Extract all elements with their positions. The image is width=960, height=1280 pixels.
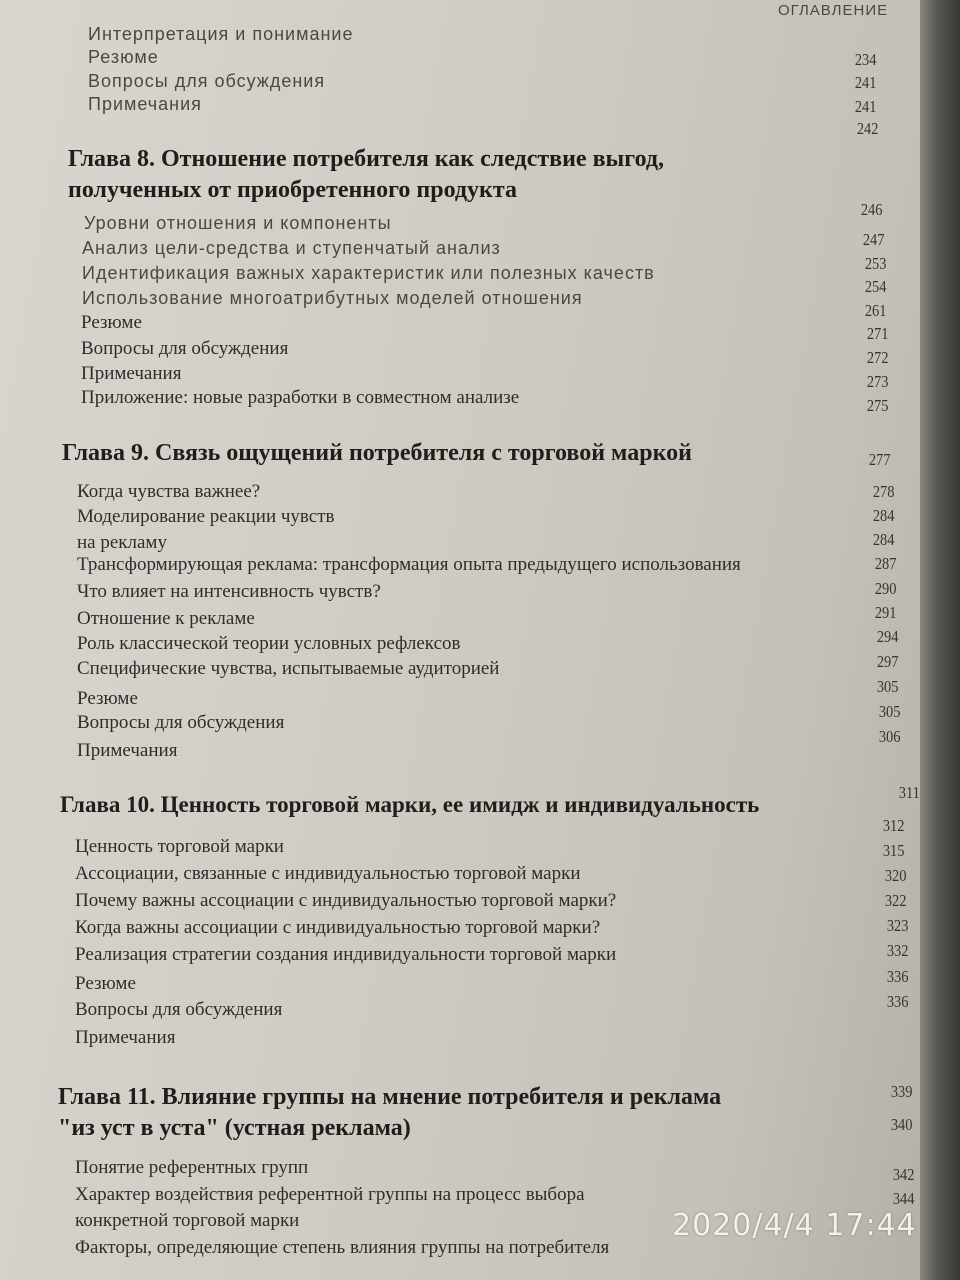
page-number: 272 bbox=[866, 348, 888, 367]
chapter-9-title: Глава 9. Связь ощущений потребителя с торговой маркой bbox=[62, 440, 692, 466]
toc-entry: Что влияет на интенсивность чувств? bbox=[77, 581, 381, 602]
page-number: 306 bbox=[878, 727, 900, 746]
toc-entry: Резюме bbox=[77, 688, 138, 709]
page-number: 332 bbox=[886, 941, 908, 960]
toc-entry: Почему важны ассоциации с индивидуальностью торговой марки? bbox=[75, 890, 617, 911]
page-number: 290 bbox=[874, 579, 896, 598]
toc-entry: Вопросы для обсуждения bbox=[77, 712, 285, 733]
page-number: 247 bbox=[862, 230, 884, 249]
page-number: 336 bbox=[886, 992, 908, 1011]
page-number: 294 bbox=[876, 627, 898, 646]
toc-entry: Когда чувства важнее? bbox=[77, 481, 261, 502]
chapter-11-page: 339 bbox=[890, 1082, 912, 1101]
toc-entry: Приложение: новые разработки в совместном анализе bbox=[81, 387, 520, 408]
page-number: 291 bbox=[874, 603, 896, 622]
toc-entry: Вопросы для обсуждения bbox=[88, 71, 326, 91]
page-number: 278 bbox=[872, 482, 894, 501]
running-header: ОГЛАВЛЕНИЕ bbox=[778, 2, 889, 19]
page-number: 242 bbox=[856, 119, 878, 138]
chapter-10-title: Глава 10. Ценность торговой марки, ее имидж и индивидуальность bbox=[60, 792, 760, 817]
toc-entry: Примечания bbox=[88, 94, 202, 114]
page-number: 287 bbox=[874, 554, 896, 573]
toc-entry: конкретной торговой марки bbox=[75, 1210, 300, 1231]
chapter-8-page: 246 bbox=[860, 200, 882, 219]
page-number: 305 bbox=[876, 677, 898, 696]
toc-entry: Ассоциации, связанные с индивидуальностью торговой марки bbox=[75, 863, 581, 884]
page-number: 340 bbox=[890, 1115, 912, 1134]
page-number: 271 bbox=[866, 324, 888, 343]
toc-entry: Вопросы для обсуждения bbox=[75, 999, 283, 1020]
book-spine-shadow bbox=[920, 0, 960, 1280]
toc-entry: Вопросы для обсуждения bbox=[81, 338, 289, 359]
toc-entry: Ценность торговой марки bbox=[75, 836, 284, 857]
chapter-11-title: Глава 11. Влияние группы на мнение потребителя и реклама bbox=[58, 1084, 722, 1110]
page-number: 273 bbox=[866, 372, 888, 391]
toc-entry: Резюме bbox=[75, 973, 136, 994]
page-number: 254 bbox=[864, 277, 886, 296]
page-number: 323 bbox=[886, 916, 908, 935]
chapter-11-title: "из уст в уста" (устная реклама) bbox=[58, 1115, 411, 1141]
toc-entry: Анализ цели-средства и ступенчатый анализ bbox=[82, 238, 501, 258]
toc-entry: Отношение к рекламе bbox=[77, 608, 255, 629]
toc-entry: Резюме bbox=[81, 312, 142, 333]
chapter-8-title: полученных от приобретенного продукта bbox=[68, 177, 517, 203]
page-number: 284 bbox=[872, 530, 894, 549]
toc-entry: Резюме bbox=[88, 47, 159, 67]
page-number: 253 bbox=[864, 254, 886, 273]
page-number: 275 bbox=[866, 396, 888, 415]
toc-entry: Факторы, определяющие степень влияния группы на потребителя bbox=[75, 1237, 610, 1258]
page-number: 344 bbox=[892, 1189, 914, 1208]
chapter-10-page: 311 bbox=[898, 783, 920, 802]
chapter-8-title: Глава 8. Отношение потребителя как следствие выгод, bbox=[68, 146, 665, 172]
page-number: 322 bbox=[884, 891, 906, 910]
toc-entry: Использование многоатрибутных моделей отношения bbox=[82, 288, 583, 308]
toc-entry: Когда важны ассоциации с индивидуальностью торговой марки? bbox=[75, 917, 601, 938]
toc-entry: Идентификация важных характеристик или полезных качеств bbox=[82, 263, 655, 283]
page-number: 305 bbox=[878, 702, 900, 721]
page-number: 241 bbox=[854, 97, 876, 116]
page-number: 284 bbox=[872, 506, 894, 525]
toc-entry: Специфические чувства, испытываемые аудиторией bbox=[77, 658, 500, 679]
page-number: 234 bbox=[854, 50, 876, 69]
toc-entry: Моделирование реакции чувств bbox=[77, 506, 335, 527]
toc-entry: на рекламу bbox=[77, 532, 167, 553]
toc-entry: Примечания bbox=[77, 740, 178, 761]
page-number: 336 bbox=[886, 967, 908, 986]
toc-entry: Примечания bbox=[75, 1027, 176, 1048]
toc-entry: Трансформирующая реклама: трансформация опыта предыдущего использования bbox=[77, 554, 741, 575]
page-number: 342 bbox=[892, 1165, 914, 1184]
chapter-9-page: 277 bbox=[868, 450, 890, 469]
toc-entry: Роль классической теории условных рефлексов bbox=[77, 633, 461, 654]
toc-entry: Реализация стратегии создания индивидуальности торговой марки bbox=[75, 944, 617, 965]
page-number: 241 bbox=[854, 73, 876, 92]
page-number: 320 bbox=[884, 866, 906, 885]
photo-timestamp: 2020/4/4 17:44 bbox=[672, 1208, 917, 1243]
toc-entry: Интерпретация и понимание bbox=[88, 24, 354, 44]
toc-entry: Понятие референтных групп bbox=[75, 1157, 309, 1178]
toc-entry: Характер воздействия референтной группы на процесс выбора bbox=[75, 1184, 585, 1205]
page-number: 297 bbox=[876, 652, 898, 671]
toc-entry: Примечания bbox=[81, 363, 182, 384]
page-number: 261 bbox=[864, 301, 886, 320]
page-number: 312 bbox=[882, 816, 904, 835]
page-number: 315 bbox=[882, 841, 904, 860]
toc-entry: Уровни отношения и компоненты bbox=[84, 213, 392, 233]
